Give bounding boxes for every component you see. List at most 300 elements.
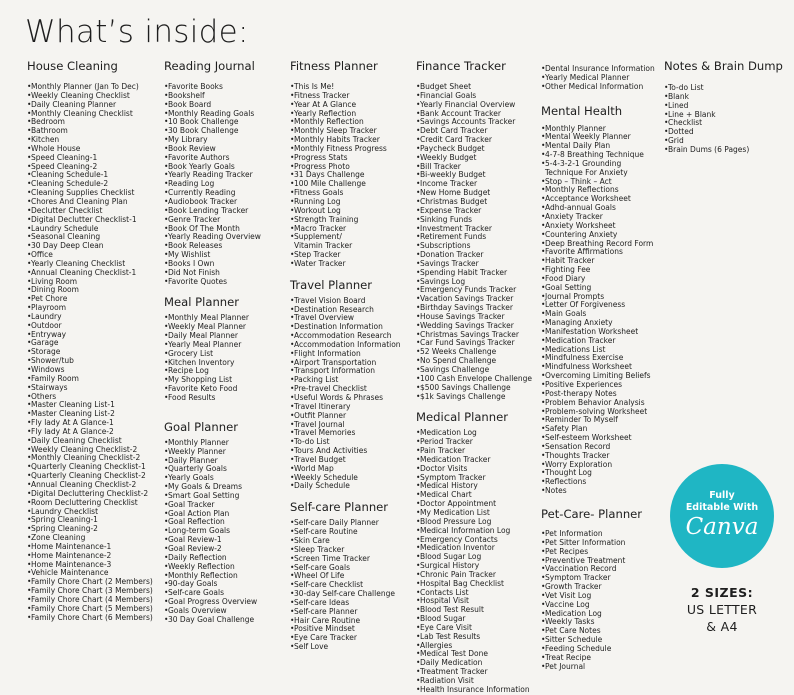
list-item: • Accommodation Research — [290, 332, 401, 341]
list-item: • Supplement/ — [290, 233, 401, 242]
list-item: • Grid — [664, 137, 783, 146]
list-item: • Blank — [664, 93, 783, 102]
list-item: • Daily Cleaning Checklist — [27, 437, 153, 446]
list-mental-health — [541, 125, 655, 496]
list-item: • 31 Days Challenge — [290, 171, 401, 180]
list-medical-continued — [541, 65, 655, 92]
list-medical-planner — [416, 429, 532, 694]
list-item: • Zone Cleaning — [27, 534, 153, 543]
list-item: • Transport Information — [290, 367, 401, 376]
list-item: • My Library — [164, 136, 261, 145]
list-item: • Self-esteem Worksheet — [541, 434, 655, 443]
list-item: • Office — [27, 251, 153, 260]
list-item: • Home Maintenance-1 — [27, 543, 153, 552]
list-item: • Bookshelf — [164, 92, 261, 101]
list-item: • Spring Cleaning-2 — [27, 525, 153, 534]
list-item: • Yearly Medical Planner — [541, 74, 655, 83]
list-item: • House Savings Tracker — [416, 313, 532, 322]
list-notes-brain-dump — [664, 84, 783, 155]
sizes-line-2: & A4 — [706, 619, 738, 634]
list-item: • Blood Test Result — [416, 606, 532, 615]
list-item: • Eye Care Tracker — [290, 634, 401, 643]
list-item: • Vehicle Maintenance — [27, 569, 153, 578]
list-item: • Pre-travel Checklist — [290, 385, 401, 394]
list-item: • Smart Goal Setting — [164, 492, 261, 501]
list-item: • Workout Log — [290, 207, 401, 216]
list-item: • Symptom Tracker — [416, 474, 532, 483]
list-item: • Bank Account Tracker — [416, 110, 532, 119]
list-item: • Yearly Reading Overview — [164, 233, 261, 242]
list-item: • Expense Tracker — [416, 207, 532, 216]
list-item: • Monthly Meal Planner — [164, 314, 261, 323]
list-item: • Blood Pressure Log — [416, 518, 532, 527]
list-item: • Quarterly Cleaning Checklist-1 — [27, 463, 153, 472]
list-item: • Cleaning Supplies Checklist — [27, 189, 153, 198]
list-item: • Feeding Schedule — [541, 645, 655, 654]
list-item: • Book Lending Tracker — [164, 207, 261, 216]
list-item: • Pet Recipes — [541, 548, 655, 557]
list-item: • Manifestation Worksheet — [541, 328, 655, 337]
list-item: • Savings Tracker — [416, 260, 532, 269]
list-item: • Period Tracker — [416, 438, 532, 447]
list-item: • Books I Own — [164, 260, 261, 269]
list-item: • To-do List — [664, 84, 783, 93]
list-item: • Did Not Finish — [164, 269, 261, 278]
list-item: • Monthly Planner — [541, 125, 655, 134]
list-item: • Others — [27, 393, 153, 402]
list-item: • Digital Declutter Checklist-1 — [27, 216, 153, 225]
list-item: • Food Results — [164, 394, 261, 403]
list-item: • Yearly Goals — [164, 474, 261, 483]
list-item: • 90-day Goals — [164, 580, 261, 589]
list-item: • Medication Log — [541, 610, 655, 619]
section-title-pet-care-planner: Pet-Care- Planner — [541, 506, 643, 521]
list-item: • Long-term Goals — [164, 527, 261, 536]
section-title-goal-planner: Goal Planner — [164, 419, 239, 434]
list-item: • Medication Tracker — [541, 337, 655, 346]
list-item: • Running Log — [290, 198, 401, 207]
list-goal-planner — [164, 439, 261, 625]
list-item: • Treatment Tracker — [416, 668, 532, 677]
list-item: • Dotted — [664, 128, 783, 137]
list-item: • Genre Tracker — [164, 216, 261, 225]
list-item: • Mental Daily Plan — [541, 142, 655, 151]
list-item: • Cleaning Schedule-2 — [27, 180, 153, 189]
list-item: • 30 Day Goal Challenge — [164, 616, 261, 625]
list-item: • Monthly Habits Tracker — [290, 136, 401, 145]
list-item: • 100 Mile Challenge — [290, 180, 401, 189]
sizes-heading: 2 SIZES: — [690, 585, 754, 600]
list-item: • My Shopping List — [164, 376, 261, 385]
list-item: • Medication Tracker — [416, 456, 532, 465]
list-item: • Daily Medication — [416, 659, 532, 668]
list-item: • No Spend Challenge — [416, 357, 532, 366]
list-item: • Self-care Goals — [290, 564, 401, 573]
list-item: • Packing List — [290, 376, 401, 385]
list-travel-planner — [290, 297, 401, 492]
list-item: • Pet Information — [541, 530, 655, 539]
list-item: • Weekly Cleaning Checklist-2 — [27, 446, 153, 455]
list-item: • Radiation Visit — [416, 677, 532, 686]
list-item: • Hair Care Routine — [290, 617, 401, 626]
list-item: • Strength Training — [290, 216, 401, 225]
list-item: • Laundry — [27, 313, 153, 322]
list-item: • Audiobook Tracker — [164, 198, 261, 207]
list-item: • Vet Visit Log — [541, 592, 655, 601]
list-item: • Windows — [27, 366, 153, 375]
list-item: • Reflections — [541, 478, 655, 487]
list-item: • Treat Recipe — [541, 654, 655, 663]
list-item: • Cleaning Schedule-1 — [27, 171, 153, 180]
list-item: • Monthly Cleaning Checklist — [27, 110, 153, 119]
column-2 — [164, 59, 261, 625]
list-item: • Speed Cleaning-1 — [27, 154, 153, 163]
list-item: • Medications List — [541, 346, 655, 355]
list-item: • Quarterly Goals — [164, 465, 261, 474]
list-item: Vitamin Tracker — [294, 241, 353, 251]
list-item: • Monthly Sleep Tracker — [290, 127, 401, 136]
list-item: • Spending Habit Tracker — [416, 269, 532, 278]
list-item: • Daily Planner — [164, 457, 261, 466]
list-item: • Habit Tracker — [541, 257, 655, 266]
section-title-travel-planner: Travel Planner — [290, 277, 373, 292]
list-item: • Seasonal Cleaning — [27, 233, 153, 242]
list-item: • Self-care Daily Planner — [290, 519, 401, 528]
list-item: • Self-care Goals — [164, 589, 261, 598]
list-item: • Allergies — [416, 642, 532, 651]
list-item: • Debt Card Tracker — [416, 127, 532, 136]
page-title: What’s inside: — [25, 14, 249, 50]
list-item: • Monthly Reflection — [164, 572, 261, 581]
list-fitness-planner — [290, 83, 401, 269]
list-item: • Skin Care — [290, 537, 401, 546]
list-item: • Monthly Planner — [164, 439, 261, 448]
list-item: • Home Maintenance-2 — [27, 552, 153, 561]
section-title-medical-planner: Medical Planner — [416, 410, 509, 425]
list-item: • Daily Meal Planner — [164, 332, 261, 341]
list-item: • Chores And Cleaning Plan — [27, 198, 153, 207]
list-item: • Goals Overview — [164, 607, 261, 616]
list-item: • Self-care Planner — [290, 608, 401, 617]
list-item: • Entryway — [27, 331, 153, 340]
list-item: • Pain Tracker — [416, 447, 532, 456]
list-house-cleaning — [27, 83, 153, 622]
list-item: • Blood Sugar — [416, 615, 532, 624]
list-item: • Surgical History — [416, 562, 532, 571]
list-item: • Paycheck Budget — [416, 145, 532, 154]
list-item: • Daily Cleaning Planner — [27, 101, 153, 110]
column-6 — [664, 59, 783, 155]
list-item: • Step Tracker — [290, 251, 401, 260]
list-item: • Emergency Funds Tracker — [416, 286, 532, 295]
list-item: • Bill Tracker — [416, 163, 532, 172]
list-item: • 30-day Self-care Challenge — [290, 590, 401, 599]
list-item: • Goal Progress Overview — [164, 598, 261, 607]
list-item: • Lab Test Results — [416, 633, 532, 642]
list-item: • Main Goals — [541, 310, 655, 319]
list-item: • Monthly Cleaning Checklist-2 — [27, 454, 153, 463]
list-item: • Acceptance Worksheet — [541, 195, 655, 204]
list-item: • Dental Insurance Information — [541, 65, 655, 74]
list-item: • Room Decluttering Checklist — [27, 499, 153, 508]
list-item: • Goal Setting — [541, 284, 655, 293]
list-item: • Subscriptions — [416, 242, 532, 251]
list-item: • Fighting Fee — [541, 266, 655, 275]
list-item: • Overcoming Limiting Beliefs — [541, 372, 655, 381]
list-item: • Stop – Think – Act — [541, 178, 655, 187]
list-item: • Chronic Pain Tracker — [416, 571, 532, 580]
column-5 — [541, 65, 655, 671]
list-item: • Savings Accounts Tracker — [416, 118, 532, 127]
list-item: • Goal Review-1 — [164, 536, 261, 545]
list-item: • Self Love — [290, 643, 401, 652]
section-title-notes-brain-dump: Notes & Brain Dump — [664, 59, 783, 73]
list-item: • Master Cleaning List-2 — [27, 410, 153, 419]
list-item: • Weekly Cleaning Checklist — [27, 92, 153, 101]
list-item: • Outdoor — [27, 322, 153, 331]
list-item: • Fitness Tracker — [290, 92, 401, 101]
list-item: • Mindfulness Exercise — [541, 354, 655, 363]
list-item: • Travel Journal — [290, 421, 401, 430]
list-item: • 100 Cash Envelope Challenge — [416, 375, 532, 384]
list-item: • Health Insurance Information — [416, 686, 532, 695]
list-item: • Pet Sitter Information — [541, 539, 655, 548]
list-item: • Year At A Glance — [290, 101, 401, 110]
list-item: • Reading Log — [164, 180, 261, 189]
list-item: • Screen Time Tracker — [290, 555, 401, 564]
list-item: • Kitchen — [27, 136, 153, 145]
list-item: • Credit Card Tracker — [416, 136, 532, 145]
list-item: • Savings Challenge — [416, 366, 532, 375]
list-item: • Grocery List — [164, 350, 261, 359]
section-title-meal-planner: Meal Planner — [164, 295, 240, 310]
list-item: • Medication Inventor — [416, 544, 532, 553]
list-item: • Countering Anxiety — [541, 231, 655, 240]
list-item: • Positive Mindset — [290, 625, 401, 634]
list-item: • Blood Sugar Log — [416, 553, 532, 562]
list-item: • Annual Cleaning Checklist-2 — [27, 481, 153, 490]
list-item: • Journal Prompts — [541, 293, 655, 302]
list-item: • To-do List — [290, 438, 401, 447]
list-item: • Pet Care Notes — [541, 627, 655, 636]
list-item: • Lined — [664, 102, 783, 111]
list-pet-care-planner — [541, 530, 655, 672]
list-item: • Safety Plan — [541, 425, 655, 434]
list-item: • Laundry Checklist — [27, 508, 153, 517]
list-item: • Goal Action Plan — [164, 510, 261, 519]
list-item: • World Map — [290, 465, 401, 474]
list-item: • Progress Photo — [290, 163, 401, 172]
list-item: • Yearly Meal Planner — [164, 341, 261, 350]
list-item: • Letter Of Forgiveness — [541, 301, 655, 310]
list-item: • Progress Stats — [290, 154, 401, 163]
list-item: • Outfit Planner — [290, 412, 401, 421]
column-3 — [290, 59, 401, 652]
list-item: • Self-care Ideas — [290, 599, 401, 608]
badge-text — [670, 490, 774, 514]
list-item: • Emergency Contacts — [416, 536, 532, 545]
list-item: • Kitchen Inventory — [164, 359, 261, 368]
section-title-fitness-planner: Fitness Planner — [290, 59, 378, 73]
list-item: • Monthly Reading Goals — [164, 110, 261, 119]
list-item: • Yearly Reading Tracker — [164, 171, 261, 180]
list-item: • Problem-solving Worksheet — [541, 408, 655, 417]
list-item: • Medical Information Log — [416, 527, 532, 536]
list-item: • Hospital Visit — [416, 597, 532, 606]
list-item: • New Home Budget — [416, 189, 532, 198]
list-item: • Laundry Schedule — [27, 225, 153, 234]
list-item: • Playroom — [27, 304, 153, 313]
list-item: • Doctor Visits — [416, 465, 532, 474]
list-item: • Home Maintenance-3 — [27, 561, 153, 570]
list-item: • Investment Tracker — [416, 225, 532, 234]
list-item: • Yearly Reflection — [290, 110, 401, 119]
list-item: • Airport Transportation — [290, 359, 401, 368]
list-item: • Book Board — [164, 101, 261, 110]
list-item: • $500 Savings Challenge — [416, 384, 532, 393]
list-item: • Monthly Reflections — [541, 186, 655, 195]
list-item: • Favorite Books — [164, 83, 261, 92]
list-item: • Tours And Activities — [290, 447, 401, 456]
list-item: • Favorite Affirmations — [541, 248, 655, 257]
list-item: • Pet Journal — [541, 663, 655, 672]
list-item: • Managing Anxiety — [541, 319, 655, 328]
list-item: • Book Review — [164, 145, 261, 154]
list-item: • Weekly Reflection — [164, 563, 261, 572]
list-item: • Checklist — [664, 119, 783, 128]
list-item: • Adhd-annual Goals — [541, 204, 655, 213]
list-item: • Macro Tracker — [290, 225, 401, 234]
list-item: • Favorite Keto Food — [164, 385, 261, 394]
list-item: • Problem Behavior Analysis — [541, 399, 655, 408]
list-item: • Family Chore Chart (3 Members) — [27, 587, 153, 596]
list-item: • Yearly Financial Overview — [416, 101, 532, 110]
list-item: • Currently Reading — [164, 189, 261, 198]
list-item: • Doctor Appointment — [416, 500, 532, 509]
list-item: • Fitness Goals — [290, 189, 401, 198]
list-item: • Income Tracker — [416, 180, 532, 189]
list-item: • Travel Memories — [290, 429, 401, 438]
list-item: • Hospital Bag Checklist — [416, 580, 532, 589]
list-item: • Spring Cleaning-1 — [27, 516, 153, 525]
list-item: • Sleep Tracker — [290, 546, 401, 555]
list-item: • Monthly Fitness Progress — [290, 145, 401, 154]
list-item: • Birthday Savings Tracker — [416, 304, 532, 313]
list-item: Technique For Anxiety — [545, 167, 628, 177]
list-item: • Self-care Routine — [290, 528, 401, 537]
list-item: • Travel Budget — [290, 456, 401, 465]
canva-logo: Canva — [685, 514, 759, 540]
list-item: • 10 Book Challenge — [164, 118, 261, 127]
list-item: • Savings Log — [416, 278, 532, 287]
list-item: • Speed Cleaning-2 — [27, 163, 153, 172]
list-item: • 5-4-3-2-1 Grounding — [541, 160, 655, 169]
list-item: • Medical Test Done — [416, 650, 532, 659]
list-item: • Christmas Budget — [416, 198, 532, 207]
list-item: • Digital Decluttering Checklist-2 — [27, 490, 153, 499]
list-item: • Sensation Record — [541, 443, 655, 452]
list-item: • Donation Tracker — [416, 251, 532, 260]
list-item: • Weekly Budget — [416, 154, 532, 163]
list-item: • Medication Log — [416, 429, 532, 438]
canva-badge — [670, 464, 774, 568]
badge-line-2: Editable With — [685, 502, 759, 513]
list-item: • Pet Chore — [27, 295, 153, 304]
list-item: • Book Of The Month — [164, 225, 261, 234]
list-item: • Useful Words & Phrases — [290, 394, 401, 403]
list-item: • Budget Sheet — [416, 83, 532, 92]
list-item: • Bedroom — [27, 118, 153, 127]
list-item: • Medical History — [416, 482, 532, 491]
list-item: • Book Releases — [164, 242, 261, 251]
list-item: • Thought Log — [541, 469, 655, 478]
list-item: • Destination Research — [290, 306, 401, 315]
list-item: • Reminder To Myself — [541, 416, 655, 425]
badge-line-1: Fully — [709, 490, 735, 501]
list-item: • Mindfulness Worksheet — [541, 363, 655, 372]
list-item: • Quarterly Cleaning Checklist-2 — [27, 472, 153, 481]
list-item: • Garage — [27, 339, 153, 348]
list-item: • Shower/tub — [27, 357, 153, 366]
list-item: • Destination Information — [290, 323, 401, 332]
section-title-self-care-planner: Self-care Planner — [290, 500, 389, 515]
list-item: • Wedding Savings Tracker — [416, 322, 532, 331]
list-item: • Other Medical Information — [541, 83, 655, 92]
list-item: • Accommodation Information — [290, 341, 401, 350]
list-item: • Family Chore Chart (2 Members) — [27, 578, 153, 587]
list-item: • Symptom Tracker — [541, 574, 655, 583]
list-item: • Flight Information — [290, 350, 401, 359]
list-item: • Preventive Treatment — [541, 557, 655, 566]
list-finance-tracker — [416, 83, 532, 401]
list-item: • Weekly Tasks — [541, 618, 655, 627]
list-item: • Line + Blank — [664, 111, 783, 120]
list-item: • Wheel Of Life — [290, 572, 401, 581]
list-item: • My Wishlist — [164, 251, 261, 260]
section-title-mental-health: Mental Health — [541, 103, 623, 118]
list-item: • Self-care Checklist — [290, 581, 401, 590]
sizes-line-1: US LETTER — [686, 602, 758, 617]
list-item: • Mental Weekly Planner — [541, 133, 655, 142]
list-item: • Stairways — [27, 384, 153, 393]
list-item: • Bathroom — [27, 127, 153, 136]
list-item: • Storage — [27, 348, 153, 357]
list-item: • Book Yearly Goals — [164, 163, 261, 172]
list-item: • Family Chore Chart (5 Members) — [27, 605, 153, 614]
list-item: • Financial Goals — [416, 92, 532, 101]
column-4 — [416, 59, 532, 695]
list-item: • Favorite Authors — [164, 154, 261, 163]
list-item: • Medical Chart — [416, 491, 532, 500]
column-1 — [27, 59, 153, 622]
list-item: • Brain Dums (6 Pages) — [664, 146, 783, 155]
list-item: • Monthly Reflection — [290, 118, 401, 127]
list-item: • Declutter Checklist — [27, 207, 153, 216]
list-item: • Dining Room — [27, 286, 153, 295]
list-item: • Post-therapy Notes — [541, 390, 655, 399]
list-item: • Family Chore Chart (4 Members) — [27, 596, 153, 605]
list-item: • Annual Cleaning Checklist-1 — [27, 269, 153, 278]
list-item: • Weekly Schedule — [290, 474, 401, 483]
list-item: • Fly lady At A Glance-2 — [27, 428, 153, 437]
list-item: • Bi-weekly Budget — [416, 171, 532, 180]
section-title-reading-journal: Reading Journal — [164, 59, 255, 73]
list-item: • Deep Breathing Record Form — [541, 240, 655, 249]
list-item: • Food Diary — [541, 275, 655, 284]
list-item: • Vaccination Record — [541, 565, 655, 574]
list-item: • Weekly Meal Planner — [164, 323, 261, 332]
list-item: • Favorite Quotes — [164, 278, 261, 287]
